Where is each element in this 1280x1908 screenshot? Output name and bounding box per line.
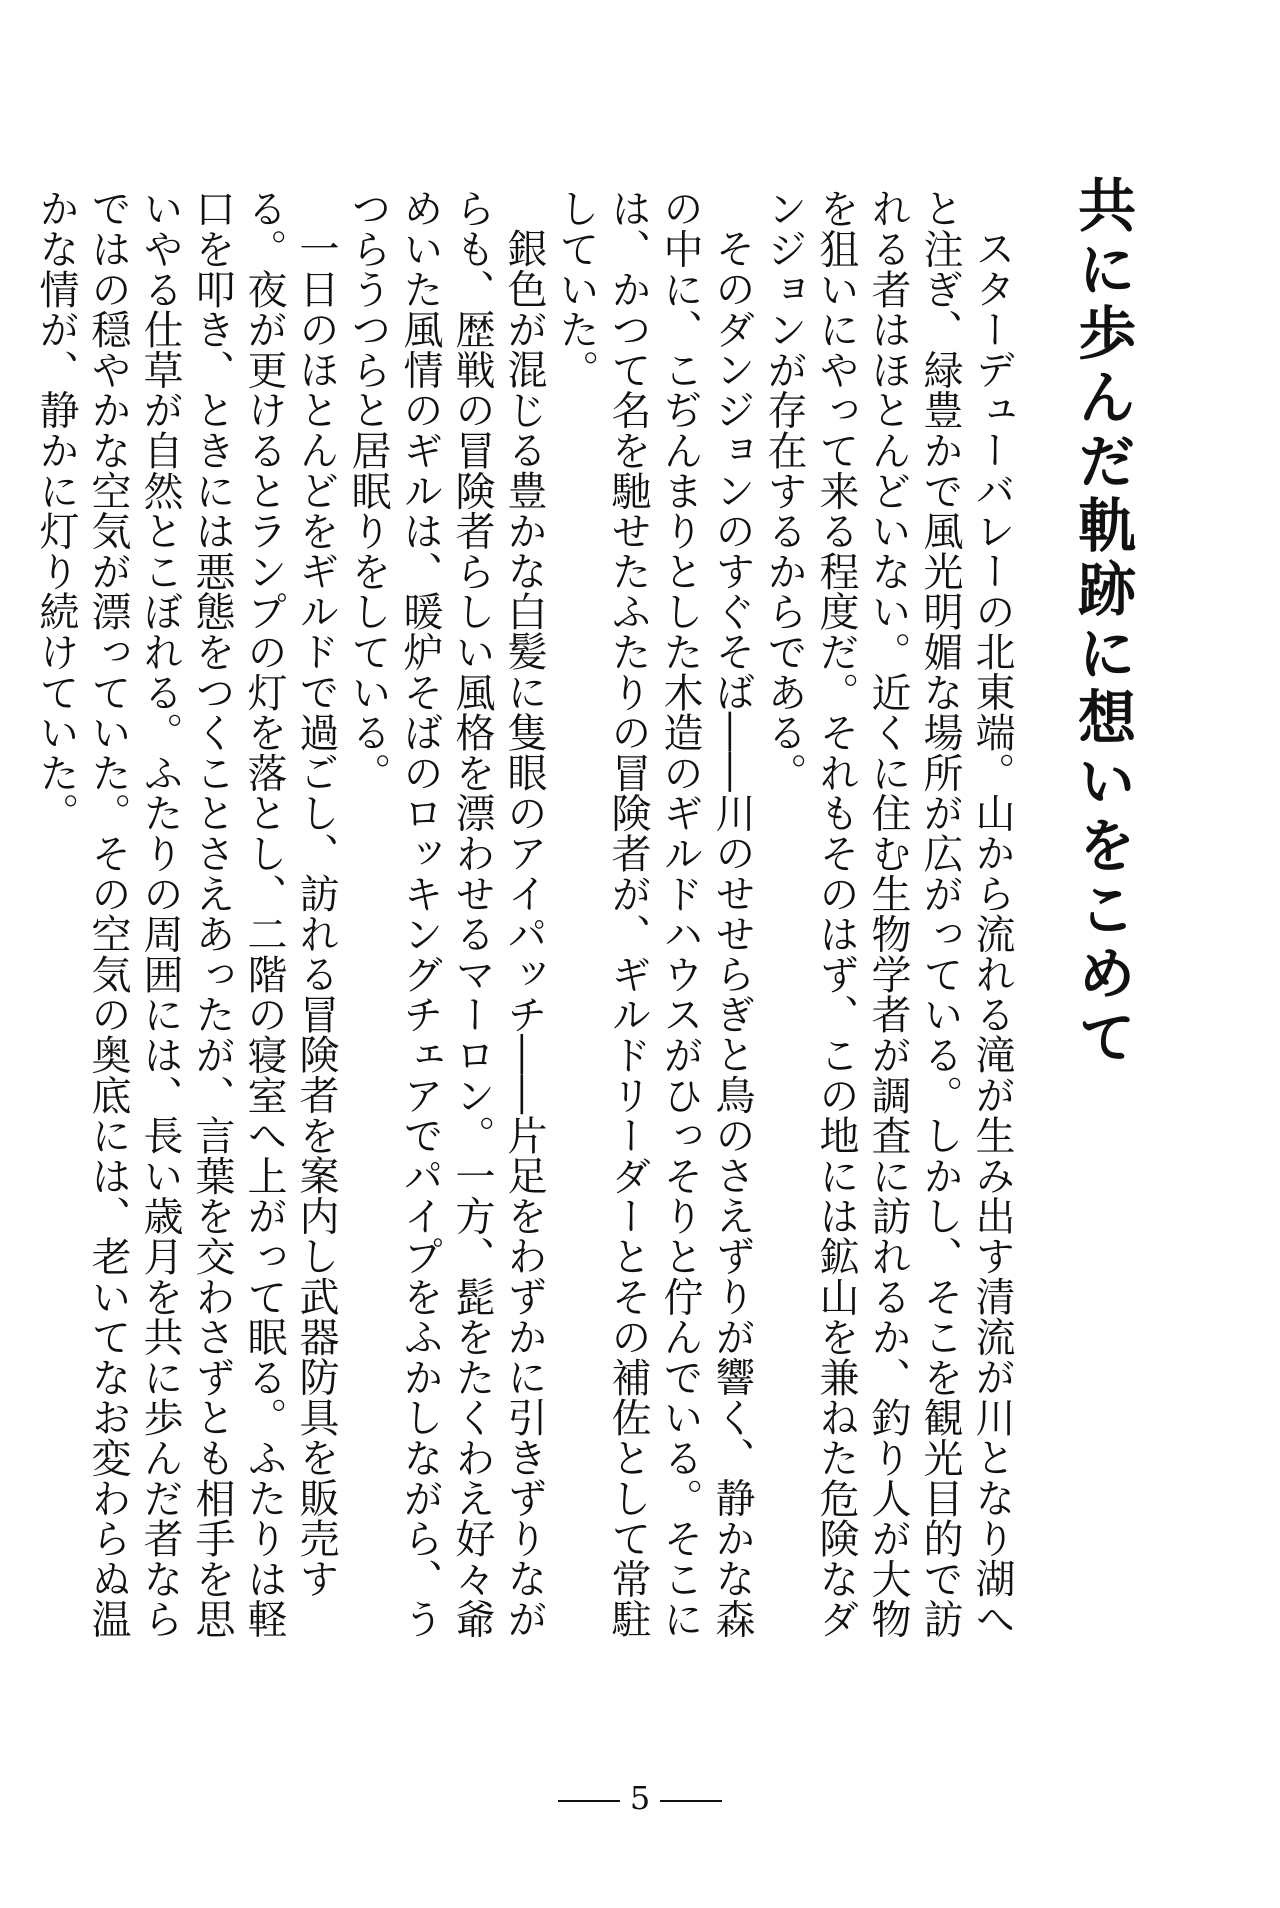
folio-dash-left [558, 1800, 620, 1802]
body-text [33, 188, 1018, 1658]
page-number: 5 [629, 1779, 651, 1817]
page-footer [0, 1778, 1280, 1818]
chapter-title: 共に歩んだ軌跡に想いをこめて [1068, 175, 1137, 1071]
paragraph: 銀色が混じる豊かな白髪に隻眼のアイパッチ――片足をわずかに引きずりながらも、歴戦の冒険者らしい風格を漂わせるマーロン。一方、髭をたくわえ好々爺めいた風情のギルは、暖炉そばのロッキングチェアでパイプをふかしながら、うつらうつらと居眠りをしている。 [345, 188, 547, 1639]
paragraph: そのダンジョンのすぐそば――川のせせらぎと鳥のさえずりが響く、静かな森の中に、こぢんまりとした木造のギルドハウスがひっそりと佇んでいる。そこには、かつて名を馳せたふたりの冒険者が、ギルドリーダーとその補佐として常駐していた。 [553, 188, 755, 1639]
folio-dash-right [660, 1800, 722, 1802]
paragraph: スターデューバレーの北東端。山から流れる滝が生み出す清流が川となり湖へと注ぎ、緑豊かで風光明媚な場所が広がっている。しかし、そこを観光目的で訪れる者はほとんどいない。近くに住む生物学者が調査に訪れるか、釣り人が大物を狙いにやって来る程度だ。それもそのはず、この地には鉱山を兼ねた危険なダンジョンが存在するからである。 [761, 188, 1015, 1639]
paragraph: 一日のほとんどをギルドで過ごし、訪れる冒険者を案内し武器防具を販売する。夜が更けるとランプの灯を落とし、二階の寝室へ上がって眠る。ふたりは軽口を叩き、ときには悪態をつくことさえあったが、言葉を交わさずとも相手を思いやる仕草が自然とこぼれる。ふたりの周囲には、長い歳月を共に歩んだ者ならではの穏やかな空気が漂っていた。その空気の奥底には、老いてなお変わらぬ温かな情が、静かに灯り続けていた。 [33, 188, 339, 1639]
